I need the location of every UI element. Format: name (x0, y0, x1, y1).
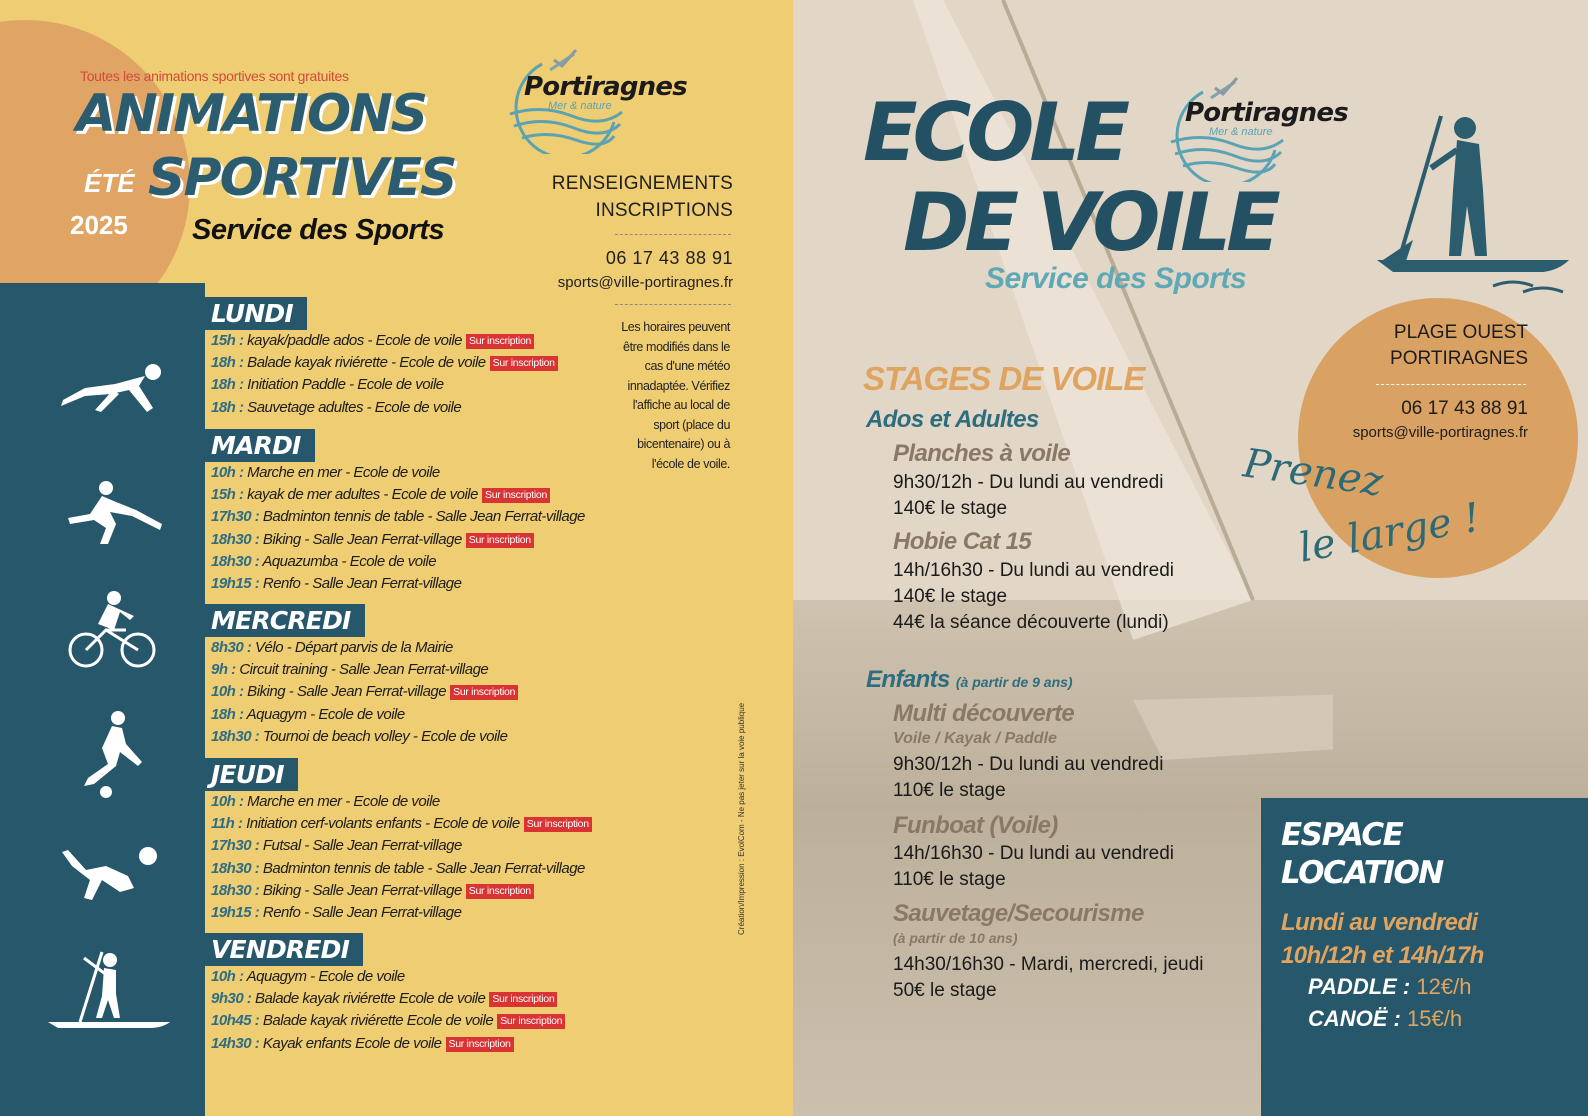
sauvetage-age: (à partir de 10 ans) (893, 930, 1018, 946)
slogan-line2: le large ! (1295, 494, 1484, 572)
registration-badge: Sur inscription (489, 992, 557, 1007)
activity-row (205, 835, 592, 857)
multi-details (893, 752, 1163, 804)
activity-text: kayak de mer adultes - Ecole de voile (243, 486, 478, 504)
activity-text: Initiation cerf-volants enfants - Ecole de voile (242, 815, 520, 833)
activity-row (205, 988, 565, 1010)
activity-row (205, 352, 558, 374)
activity-row (205, 484, 585, 506)
day-block-mercredi (205, 604, 518, 748)
activity-time: 18h : (211, 398, 244, 416)
activity-row (205, 726, 518, 748)
portiragnes-logo (502, 42, 712, 154)
activity-text: Tournoi de beach volley - Ecole de voile (259, 727, 508, 745)
hobie-discovery: 44€ la séance découverte (lundi) (893, 612, 1169, 633)
funboat-title: Funboat (Voile) (893, 812, 1058, 839)
location-time: 10h/12h et 14h/17h (1281, 942, 1484, 969)
hobie-details (893, 558, 1174, 636)
activity-row (205, 880, 592, 902)
activity-row (205, 813, 592, 835)
logo-brand: Portiragnes (524, 72, 687, 102)
registration-badge: Sur inscription (466, 334, 534, 349)
activity-row (205, 858, 592, 880)
activity-text: Vélo - Départ parvis de la Mairie (251, 639, 453, 656)
activity-text: Biking - Salle Jean Ferrat-village (243, 683, 447, 701)
hobie-price: 140€ le stage (893, 586, 1008, 607)
activity-text: Renfo - Salle Jean Ferrat-village (259, 904, 462, 922)
registration-badge: Sur inscription (446, 1037, 514, 1052)
activity-time: 9h30 : (211, 990, 252, 1008)
title-animations: ANIMATIONS (76, 84, 427, 144)
activity-text: Sauvetage adultes - Ecole de voile (243, 398, 462, 416)
football-icon (78, 708, 158, 800)
schedule-warning: Les horaires peuvent être modifiés dans le cas d'une météo innadaptée. Vérifiez l'affiche au local de sport (place du bicentenaire) ou à l'école de voile. (621, 320, 730, 471)
title-sportives: SPORTIVES (148, 148, 456, 208)
activity-row (205, 573, 585, 595)
activity-row (205, 659, 518, 681)
canoe-rental (1308, 1006, 1462, 1032)
activity-text: Circuit training - Salle Jean Ferrat-village (235, 661, 489, 679)
runner-stretch-icon (55, 360, 165, 420)
multi-schedule: 9h30/12h - Du lundi au vendredi (893, 754, 1164, 775)
paddle-rental (1308, 974, 1471, 1000)
activity-time: 15h : (211, 332, 244, 349)
activity-time: 10h : (211, 968, 244, 985)
plage-line2: PORTIRAGNES (1390, 348, 1528, 369)
activity-text: Kayak enfants Ecole de voile (259, 1034, 442, 1052)
activity-row (205, 397, 558, 419)
planches-details (893, 470, 1163, 522)
paddle-board-icon (44, 948, 174, 1032)
activity-row (205, 551, 585, 573)
day-label: VENDREDI (205, 933, 363, 966)
activity-text: Futsal - Salle Jean Ferrat-village (259, 837, 462, 855)
cycling-icon (68, 590, 158, 672)
activity-row (205, 966, 565, 988)
volleyball-icon (58, 840, 168, 910)
activity-text: Balade kayak riviérette Ecole de voile (259, 1012, 494, 1030)
day-label: JEUDI (205, 758, 298, 791)
service-title: Service des Sports (985, 262, 1247, 295)
registration-badge: Sur inscription (497, 1014, 565, 1029)
year: 2025 (70, 210, 128, 240)
registration-badge: Sur inscription (466, 884, 534, 899)
day-block-lundi (205, 297, 558, 419)
logo-tagline: Mer & nature (548, 100, 612, 112)
portiragnes-logo (1163, 70, 1373, 182)
activity-row (205, 374, 558, 396)
hobie-title: Hobie Cat 15 (893, 528, 1032, 555)
activity-time: 10h : (211, 464, 244, 481)
location-line1: ESPACE (1281, 817, 1403, 853)
free-note: Toutes les animations sportives sont gratuites (80, 68, 349, 84)
contact-heading (552, 170, 733, 224)
funboat-price: 110€ le stage (893, 869, 1006, 890)
activity-time: 11h : (211, 815, 243, 833)
activity-text: Marche en mer - Ecole de voile (243, 464, 440, 481)
activity-time: 10h45 : (211, 1012, 260, 1030)
email-address: sports@ville-portiragnes.fr (557, 274, 733, 291)
phone-number: 06 17 43 88 91 (605, 248, 733, 268)
activity-time: 18h30 : (211, 727, 260, 745)
sauvetage-price: 50€ le stage (893, 980, 997, 1001)
animations-flyer (0, 0, 793, 1116)
multi-price: 110€ le stage (893, 780, 1006, 801)
activity-time: 18h30 : (211, 530, 260, 548)
paddle-label: PADDLE : (1308, 974, 1411, 999)
activity-row (205, 529, 585, 551)
slogan-line1: Prenez (1240, 440, 1386, 506)
activity-time: 17h30 : (211, 508, 260, 526)
print-credit: Création/Impression : EvolCom - Ne pas jeter sur la voie publique (737, 702, 746, 935)
canoe-label: CANOË : (1308, 1006, 1401, 1031)
activity-text: Biking - Salle Jean Ferrat-village (259, 530, 462, 548)
planches-schedule: 9h30/12h - Du lundi au vendredi (893, 472, 1164, 493)
location-address (1390, 320, 1528, 372)
sauvetage-details (893, 952, 1204, 1004)
activity-time: 8h30 : (211, 639, 252, 656)
registration-badge: Sur inscription (466, 533, 534, 548)
divider (615, 304, 731, 305)
ecole-de-voile-flyer (793, 0, 1588, 1116)
activity-time: 14h30 : (211, 1034, 260, 1052)
title-ecole: ECOLE (863, 86, 1125, 179)
activity-text: Biking - Salle Jean Ferrat-village (259, 881, 462, 899)
day-block-vendredi (205, 933, 565, 1055)
divider (1376, 384, 1526, 385)
activity-row (205, 902, 592, 924)
activity-text: Badminton tennis de table - Salle Jean Ferrat-village (259, 859, 585, 877)
enfants-age: (à partir de 9 ans) (955, 674, 1073, 690)
funboat-schedule: 14h/16h30 - Du lundi au vendredi (893, 843, 1174, 864)
service-title: Service des Sports (192, 214, 445, 246)
activity-text: Renfo - Salle Jean Ferrat-village (259, 575, 462, 593)
logo-tagline: Mer & nature (1209, 126, 1273, 138)
activity-time: 18h30 : (211, 881, 260, 899)
activity-text: Initiation Paddle - Ecole de voile (243, 376, 444, 394)
paddle-boarder-icon (1373, 110, 1573, 300)
day-label: MARDI (205, 429, 315, 462)
registration-badge: Sur inscription (524, 817, 592, 832)
activity-time: 19h15 : (211, 904, 260, 922)
activity-time: 10h : (211, 683, 244, 701)
activity-time: 9h : (211, 661, 236, 679)
activity-row (205, 462, 585, 484)
location-hours (1281, 906, 1484, 972)
enfants-title: Enfants (866, 666, 950, 693)
activity-text: Balade kayak riviérette - Ecole de voile (243, 354, 486, 372)
activity-row (205, 506, 585, 528)
activity-row (205, 681, 518, 703)
registration-badge: Sur inscription (482, 488, 550, 503)
sauvetage-schedule: 14h30/16h30 - Mardi, mercredi, jeudi (893, 954, 1204, 975)
sauvetage-title: Sauvetage/Secourisme (893, 900, 1144, 927)
activity-row (205, 704, 518, 726)
activity-time: 17h30 : (211, 837, 260, 855)
activity-time: 18h30 : (211, 552, 260, 570)
espace-location-box (1261, 798, 1588, 1116)
activity-row (205, 791, 592, 813)
activity-row (205, 637, 518, 659)
activity-text: Aquazumba - Ecole de voile (259, 552, 437, 570)
activity-time: 15h : (211, 486, 244, 504)
activity-time: 18h30 : (211, 859, 260, 877)
activity-time: 10h : (211, 793, 244, 810)
funboat-details (893, 841, 1174, 893)
activity-time: 18h : (211, 354, 244, 372)
activity-text: kayak/paddle ados - Ecole de voile (243, 332, 462, 349)
stages-title: STAGES DE VOILE (863, 360, 1145, 397)
enfants-heading (866, 666, 1073, 694)
planches-title: Planches à voile (893, 440, 1071, 467)
canoe-price: 15€/h (1407, 1006, 1463, 1031)
activity-text: Marche en mer - Ecole de voile (243, 793, 440, 810)
multi-title: Multi découverte (893, 700, 1075, 727)
activity-row (205, 1033, 565, 1055)
activity-text: Balade kayak riviérette Ecole de voile (251, 990, 486, 1008)
registration-badge: Sur inscription (490, 356, 558, 371)
title-de-voile: DE VOILE (903, 176, 1276, 269)
day-block-mardi (205, 429, 585, 595)
plage-line1: PLAGE OUEST (1393, 322, 1528, 343)
divider (615, 234, 731, 235)
registration-badge: Sur inscription (450, 685, 518, 700)
activity-row (205, 1010, 565, 1032)
email-address: sports@ville-portiragnes.fr (1352, 424, 1528, 441)
planches-price: 140€ le stage (893, 498, 1008, 519)
activity-time: 18h : (211, 376, 244, 394)
title-ete: ÉTÉ (84, 168, 135, 198)
activity-time: 18h : (211, 705, 244, 723)
activity-text: Aquagym - Ecole de voile (243, 705, 405, 723)
renseignements-label: RENSEIGNEMENTS (551, 173, 733, 194)
badminton-icon (60, 478, 170, 548)
paddle-price: 12€/h (1416, 974, 1472, 999)
multi-activities: Voile / Kayak / Paddle (893, 730, 1057, 747)
location-title (1281, 816, 1443, 892)
hobie-schedule: 14h/16h30 - Du lundi au vendredi (893, 560, 1174, 581)
logo-brand: Portiragnes (1185, 98, 1348, 128)
day-label: LUNDI (205, 297, 307, 330)
activity-text: Badminton tennis de table - Salle Jean Ferrat-village (259, 508, 585, 526)
location-line2: LOCATION (1281, 855, 1443, 891)
day-block-jeudi (205, 758, 592, 924)
location-days: Lundi au vendredi (1281, 909, 1478, 936)
activity-time: 19h15 : (211, 575, 260, 593)
ados-heading: Ados et Adultes (866, 406, 1039, 433)
activity-text: Aquagym - Ecole de voile (243, 968, 405, 985)
day-label: MERCREDI (205, 604, 365, 637)
inscriptions-label: INSCRIPTIONS (595, 200, 733, 221)
phone-number: 06 17 43 88 91 (1401, 398, 1528, 419)
activity-row (205, 330, 558, 352)
